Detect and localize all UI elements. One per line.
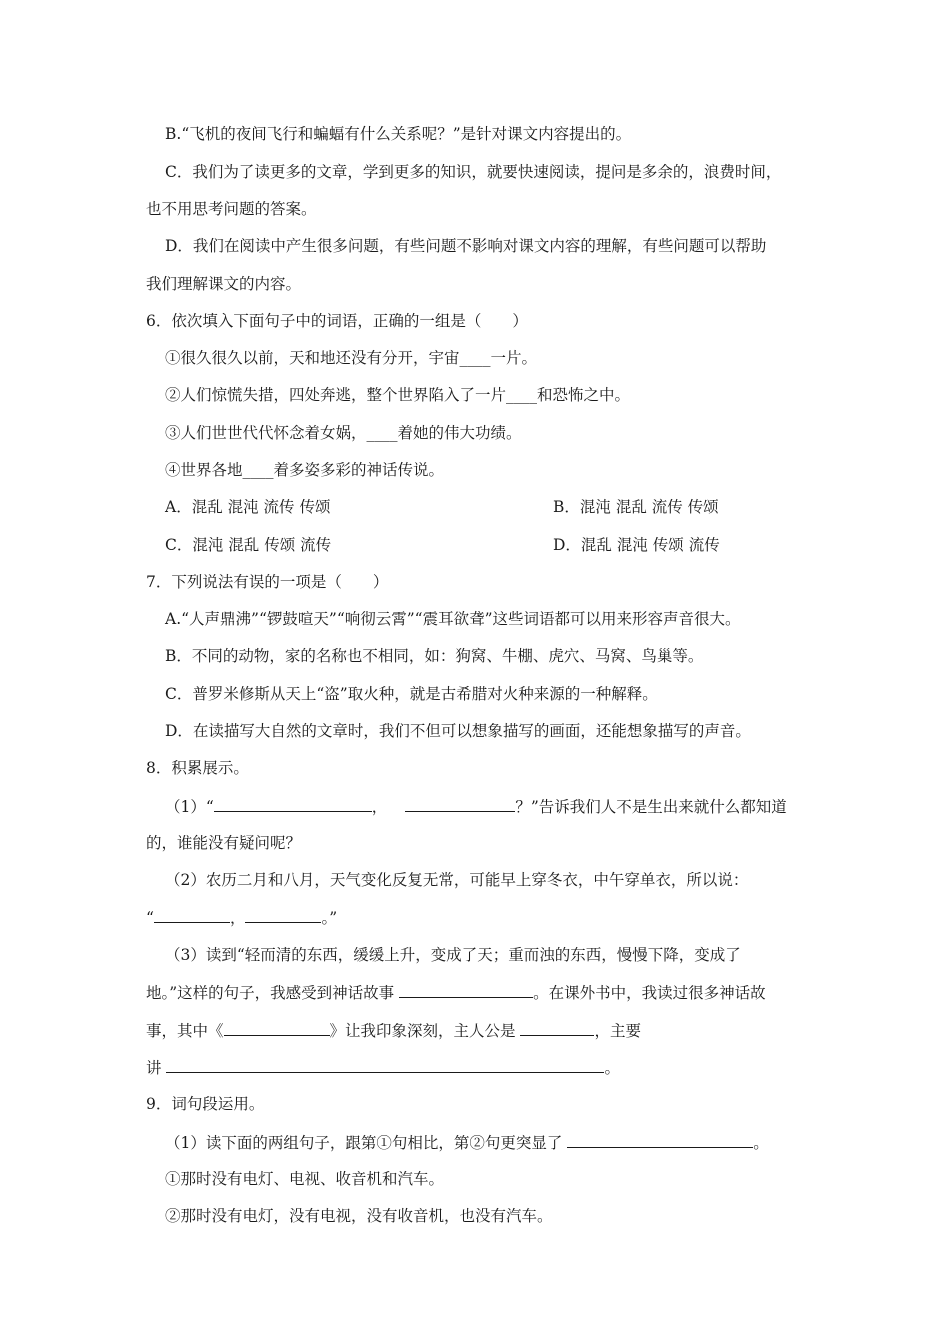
q8-part3-text-c: 。在课外书中，我读过很多神话故 <box>533 984 766 1002</box>
q8-part3-text-f: ，主要 <box>594 1022 641 1040</box>
q6-option-a: A．混乱 混沌 流传 传颂 <box>165 498 331 516</box>
q8-part2-text-d: 。” <box>321 909 338 927</box>
q8-part3-text-d: 事，其中《 <box>146 1022 224 1040</box>
q8-stem: 8．积累展示。 <box>146 759 249 777</box>
q7-option-c: C．普罗米修斯从天上“盗”取火种，就是古希腊对火种来源的一种解释。 <box>165 685 658 703</box>
q9-part1-text-b: 。 <box>753 1134 769 1152</box>
q8-part2-line2 <box>146 907 337 928</box>
answer-blank[interactable] <box>567 1132 753 1148</box>
q8-part1-text-b: ， <box>371 798 388 816</box>
q8-part1-line2: 的，谁能没有疑问呢？ <box>146 834 302 852</box>
q8-part3-line3 <box>146 1020 641 1041</box>
q8-part1-text-c: ？”告诉我们人不是生出来就什么都知道 <box>515 798 787 816</box>
q6-sentence-1: ①很久很久以前，天和地还没有分开，宇宙____一片。 <box>165 349 538 367</box>
q8-part3-line2 <box>146 982 766 1003</box>
answer-blank[interactable] <box>166 1057 604 1073</box>
q8-part3-text-b: 地。”这样的句子，我感受到神话故事 <box>146 984 400 1002</box>
q6-option-c: C．混沌 混乱 传颂 流传 <box>165 536 332 554</box>
q6-option-b: B．混沌 混乱 流传 传颂 <box>553 498 719 516</box>
q8-part3-text-g: 讲 <box>146 1059 167 1077</box>
q9-part1-text-a: （1）读下面的两组句子，跟第①句相比，第②句更突显了 <box>165 1134 568 1152</box>
q6-option-d: D．混乱 混沌 传颂 流传 <box>553 536 720 554</box>
answer-blank[interactable] <box>399 982 533 998</box>
q9-part1-line1 <box>165 1132 769 1153</box>
q6-stem: 6．依次填入下面句子中的词语，正确的一组是（ ） <box>146 312 528 330</box>
q5-option-c-line2: 也不用思考问题的答案。 <box>146 200 317 218</box>
q9-stem: 9．词句段运用。 <box>146 1095 265 1113</box>
answer-blank[interactable] <box>154 907 230 923</box>
q8-part3-text-h: 。 <box>604 1059 620 1077</box>
q8-part3-line1: （3）读到“轻而清的东西，缓缓上升，变成了天；重而浊的东西，慢慢下降，变成了 <box>165 946 741 964</box>
q7-option-d: D．在读描写大自然的文章时，我们不但可以想象描写的画面，还能想象描写的声音。 <box>165 722 751 740</box>
q6-sentence-4: ④世界各地____着多姿多彩的神话传说。 <box>165 461 445 479</box>
answer-blank[interactable] <box>245 907 321 923</box>
q8-part2-text-b: “ <box>146 909 154 927</box>
q8-part1-text-a: （1）“ <box>165 798 214 816</box>
q8-part3-text-e: 》让我印象深刻，主人公是 <box>329 1022 521 1040</box>
q6-sentence-2: ②人们惊慌失措，四处奔逃，整个世界陷入了一片____和恐怖之中。 <box>165 386 631 404</box>
q8-part2-text-c: ， <box>229 909 246 927</box>
q7-option-b: B．不同的动物，家的名称也不相同，如：狗窝、牛棚、虎穴、马窝、鸟巢等。 <box>165 647 704 665</box>
q5-option-c-line1: C．我们为了读更多的文章，学到更多的知识，就要快速阅读，提问是多余的，浪费时间， <box>165 163 782 181</box>
q9-sentence-2: ②那时没有电灯，没有电视，没有收音机，也没有汽车。 <box>165 1207 553 1225</box>
answer-blank[interactable] <box>214 796 372 812</box>
q7-stem: 7．下列说法有误的一项是（ ） <box>146 573 389 591</box>
q7-option-a: A.“人声鼎沸”“锣鼓喧天”“响彻云霄”“震耳欲聋”这些词语都可以用来形容声音很大。 <box>165 610 741 628</box>
q5-option-b: B.“飞机的夜间飞行和蝙蝠有什么关系呢？”是针对课文内容提出的。 <box>165 125 632 143</box>
q5-option-d-line2: 我们理解课文的内容。 <box>146 275 302 293</box>
q8-part2-line1: （2）农历二月和八月，天气变化反复无常，可能早上穿冬衣，中午穿单衣，所以说： <box>165 871 749 889</box>
q8-part3-line4 <box>146 1057 620 1078</box>
q9-sentence-1: ①那时没有电灯、电视、收音机和汽车。 <box>165 1170 445 1188</box>
q6-sentence-3: ③人们世世代代怀念着女娲，____着她的伟大功绩。 <box>165 424 522 442</box>
q5-option-d-line1: D．我们在阅读中产生很多问题，有些问题不影响对课文内容的理解，有些问题可以帮助 <box>165 237 767 255</box>
q8-part1-line1 <box>165 796 787 817</box>
answer-blank[interactable] <box>224 1020 330 1036</box>
answer-blank[interactable] <box>520 1020 594 1036</box>
answer-blank[interactable] <box>405 796 515 812</box>
